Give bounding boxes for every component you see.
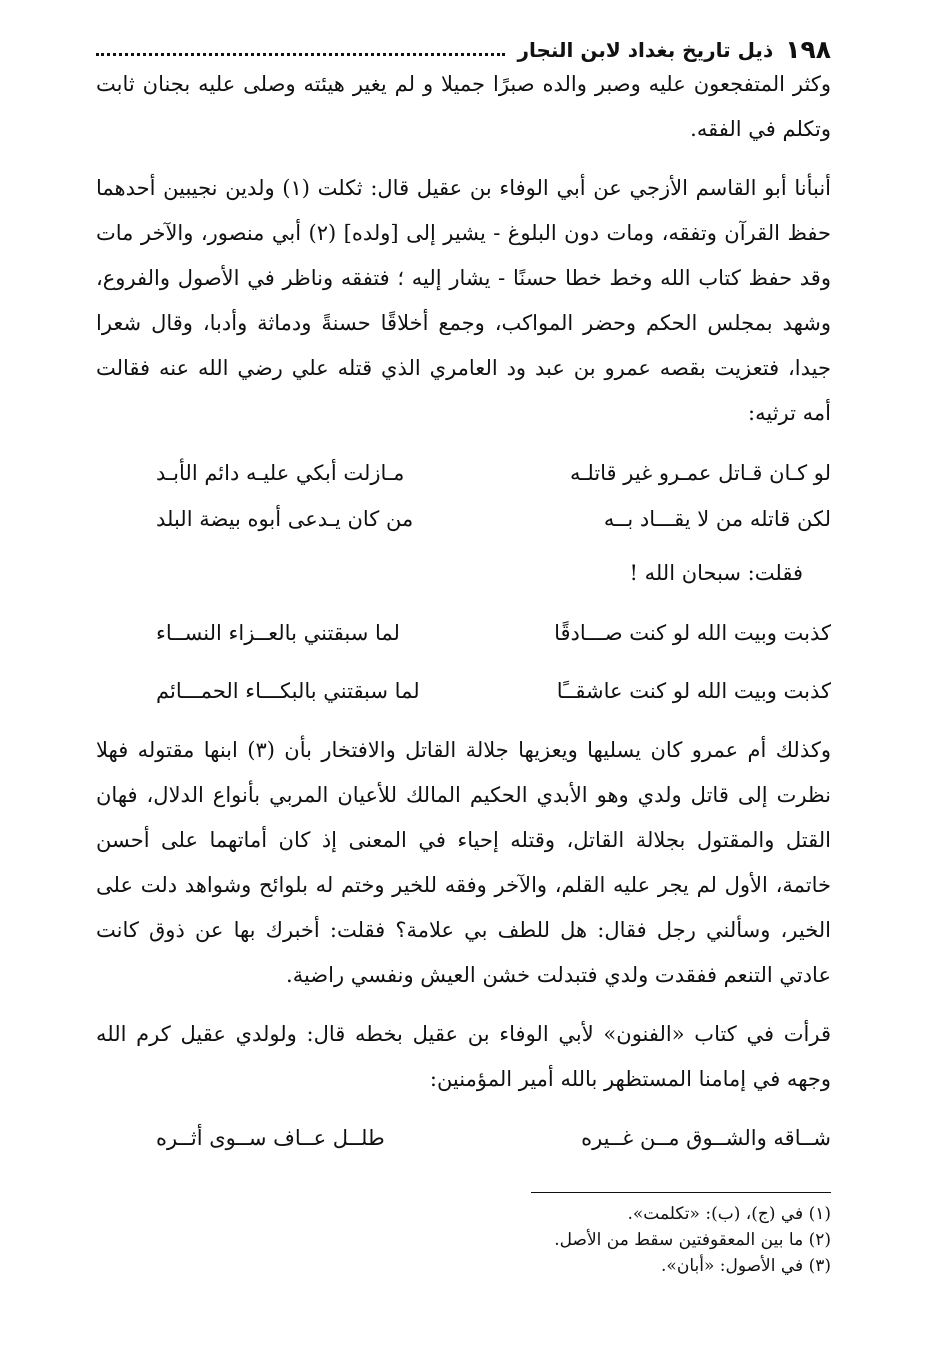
verse-second-hemistich: طلــل عــاف ســوى أثــره <box>156 1126 385 1150</box>
verse-line <box>96 662 831 720</box>
paragraph-1: وكثر المتفجعون عليه وصبر والده صبرًا جميلا و لم يغير هيئته وصلى عليه بجنان ثابت وتكلم في الفقه. <box>96 72 831 141</box>
prose-line: فقلت: سبحان الله ! <box>629 561 803 585</box>
verse-line <box>96 450 831 496</box>
verse-first-hemistich: كذبت وبيت الله لو كنت صـــادقًا <box>554 621 831 645</box>
verse-first-hemistich: لكن قاتله من لا يقـــاد بــه <box>603 507 831 531</box>
verse-line <box>96 604 831 662</box>
verse-first-hemistich: كذبت وبيت الله لو كنت عاشقــًا <box>556 679 831 703</box>
running-title: ذيل تاريخ بغداد لابن النجار <box>517 38 774 62</box>
book-page <box>96 18 831 1279</box>
verse-second-hemistich: من كان يـدعى أبوه بيضة البلد <box>156 507 414 531</box>
verse-second-hemistich: مـازلت أبكي عليـه دائم الأبـد <box>156 461 405 485</box>
verse-line <box>96 1110 831 1166</box>
page-number: ١٩٨ <box>785 35 831 64</box>
verse-second-hemistich: لما سبقتني بالعــزاء النســاء <box>156 621 400 645</box>
footnote-separator <box>531 1192 831 1193</box>
page-header <box>96 18 831 62</box>
verse-line <box>96 496 831 542</box>
paragraph-2: أنبأنا أبو القاسم الأزجي عن أبي الوفاء بن عقيل قال: ثكلت (١) ولدين نجيبين أحدهما حفظ القرآن وتفقه، ومات دون البلوغ - يشير إلى [ولده] (٢) أبي منصور، والآخر مات وقد حفظ كتاب الله وخط خطا حسنًا - يشار إليه ؛ فتفقه وناظر في الأصول والفروع، وشهد بمجلس الحكم وحضر المواكب، وجمع أخلاقًا حسنةً ودماثة وأدبا، وقال شعرا جيدا، فتعزيت بقصه عمرو بن عبد ود العامري الذي قتله علي رضي الله عنه فقالت أمه ترثيه: <box>96 176 831 425</box>
paragraph-4: قرأت في كتاب «الفنون» لأبي الوفاء بن عقيل بخطه قال: ولولدي عقيل كرم الله وجهه في إمامنا المستظهر بالله أمير المؤمنين: <box>96 1022 831 1091</box>
verse-second-hemistich: لما سبقتني بالبكـــاء الحمـــائم <box>156 679 420 703</box>
header-dotted-leader <box>96 35 505 56</box>
verse-first-hemistich: شــاقه والشــوق مــن غــيره <box>581 1126 831 1150</box>
verse-block-3 <box>96 1110 831 1166</box>
footnote-1: (١) في (ج)، (ب): «تكلمت». <box>627 1204 831 1224</box>
footnote-2: (٢) ما بين المعقوفتين سقط من الأصل. <box>554 1230 831 1250</box>
footnote-3: (٣) في الأصول: «أبان». <box>661 1256 831 1276</box>
paragraph-3: وكذلك أم عمرو كان يسليها ويعزيها جلالة القاتل والافتخار بأن (٣) ابنها مقتوله فهلا نظرت إلى قاتل ولدي وهو الأبدي الحكيم المالك للأعيان المربي بأنواع الدلال، فهان القتل والمقتول بجلالة القاتل، وقتله إحياء في المعنى إذ كان أماتهما على أحسن خاتمة، الأول لم يجر عليه القلم، والآخر وفقه للخير وختم له بلوائح وشواهد دلت على الخير، وسألني رجل فقال: هل للطف بي علامة؟ فقلت: أخبرك بها عن ذوق كانت عادتي التنعم ففقدت ولدي فتبدلت خشن العيش ونفسي راضية. <box>96 738 831 987</box>
verse-first-hemistich: لو كـان قـاتل عمـرو غير قاتلـه <box>569 461 831 485</box>
verse-block-2 <box>96 604 831 720</box>
footnotes <box>96 1201 831 1279</box>
verse-block-1 <box>96 450 831 542</box>
